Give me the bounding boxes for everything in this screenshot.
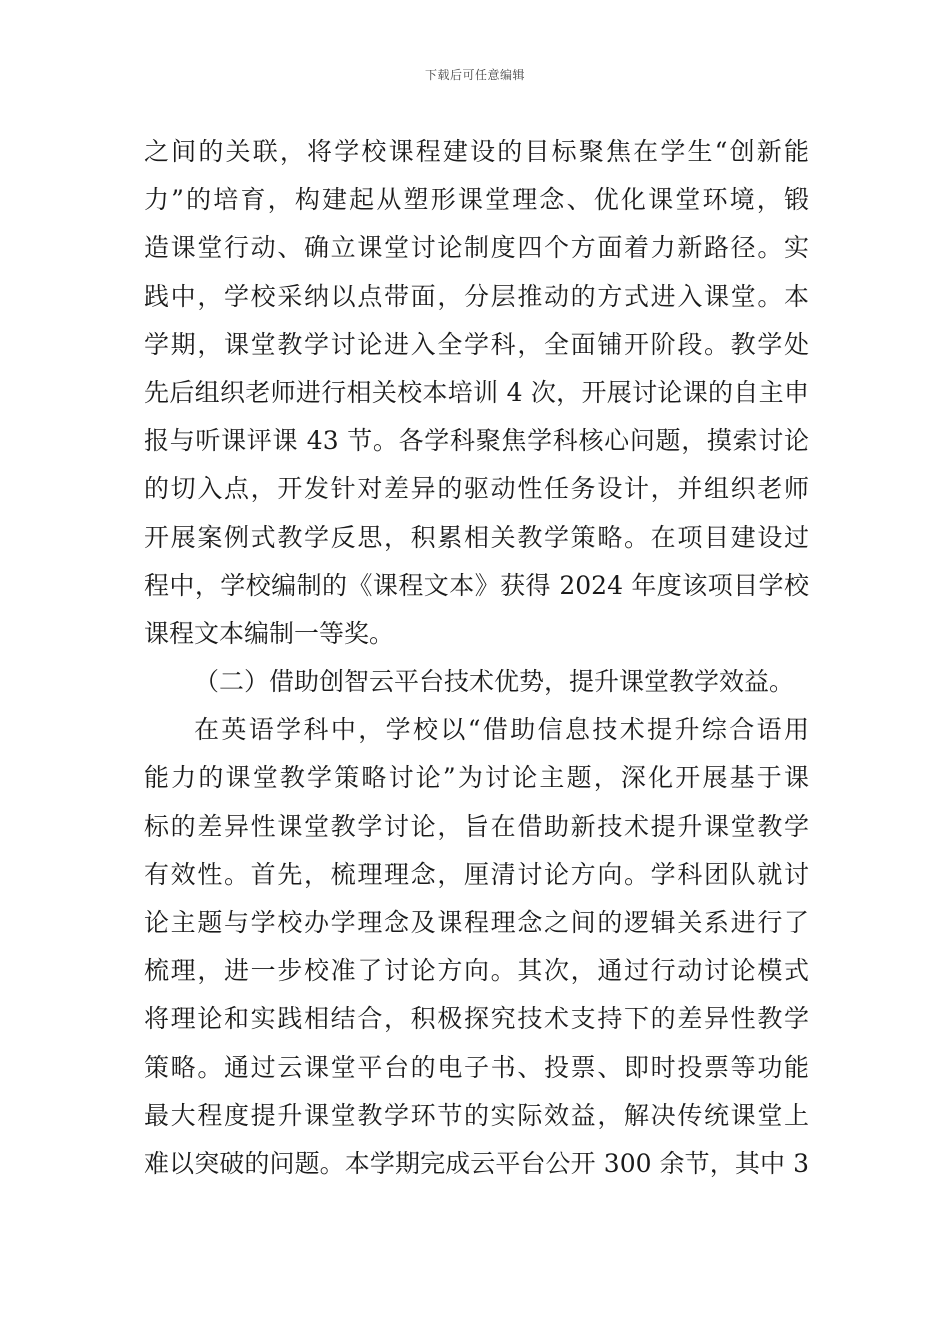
- text-line: 难以突破的问题。本学期完成云平台公开 300 余节，其中 3: [144, 1148, 809, 1178]
- section-heading: （二）借助创智云平台技术优势，提升课堂教学效益。: [194, 667, 795, 697]
- download-editable-note: 下载后可任意编辑: [424, 68, 525, 82]
- text-line: 能力的课堂教学策略讨论”为讨论主题，深化开展基于课: [144, 763, 809, 793]
- paragraph-english-cloud-platform: [144, 706, 809, 1188]
- text-line: 在英语学科中，学校以“借助信息技术提升综合语用: [194, 715, 809, 745]
- document-body: [144, 128, 809, 1188]
- text-line: 学期，课堂教学讨论进入全学科，全面铺开阶段。教学处: [144, 329, 809, 359]
- text-line: 力”的培育，构建起从塑形课堂理念、优化课堂环境，锻: [144, 185, 809, 215]
- text-line: 报与听课评课 43 节。各学科聚焦学科核心问题，摸索讨论: [144, 426, 809, 456]
- text-line: 之间的关联，将学校课程建设的目标聚焦在学生“创新能: [144, 137, 809, 166]
- text-line: 将理论和实践相结合，积极探究技术支持下的差异性教学: [144, 1004, 809, 1034]
- text-line: 程中，学校编制的《课程文本》获得 2024 年度该项目学校: [144, 570, 809, 600]
- text-line: 梳理，进一步校准了讨论方向。其次，通过行动讨论模式: [144, 956, 809, 986]
- text-line: 的切入点，开发针对差异的驱动性任务设计，并组织老师: [144, 474, 809, 504]
- text-line: 最大程度提升课堂教学环节的实际效益，解决传统课堂上: [144, 1100, 809, 1130]
- paragraph-course-construction: [144, 128, 809, 658]
- text-line: 论主题与学校办学理念及课程理念之间的逻辑关系进行了: [144, 908, 809, 937]
- text-line: 造课堂行动、确立课堂讨论制度四个方面着力新路径。实: [144, 233, 809, 263]
- text-line: 有效性。首先，梳理理念，厘清讨论方向。学科团队就讨: [144, 859, 809, 889]
- text-line: 课程文本编制一等奖。: [144, 618, 395, 648]
- text-line: 开展案例式教学反思，积累相关教学策略。在项目建设过: [144, 522, 809, 552]
- text-line: 践中，学校采纳以点带面，分层推动的方式进入课堂。本: [144, 281, 809, 311]
- text-line: 策略。通过云课堂平台的电子书、投票、即时投票等功能: [144, 1052, 809, 1082]
- text-line: 标的差异性课堂教学讨论，旨在借助新技术提升课堂教学: [144, 811, 809, 841]
- text-line: 先后组织老师进行相关校本培训 4 次，开展讨论课的自主申: [144, 377, 809, 407]
